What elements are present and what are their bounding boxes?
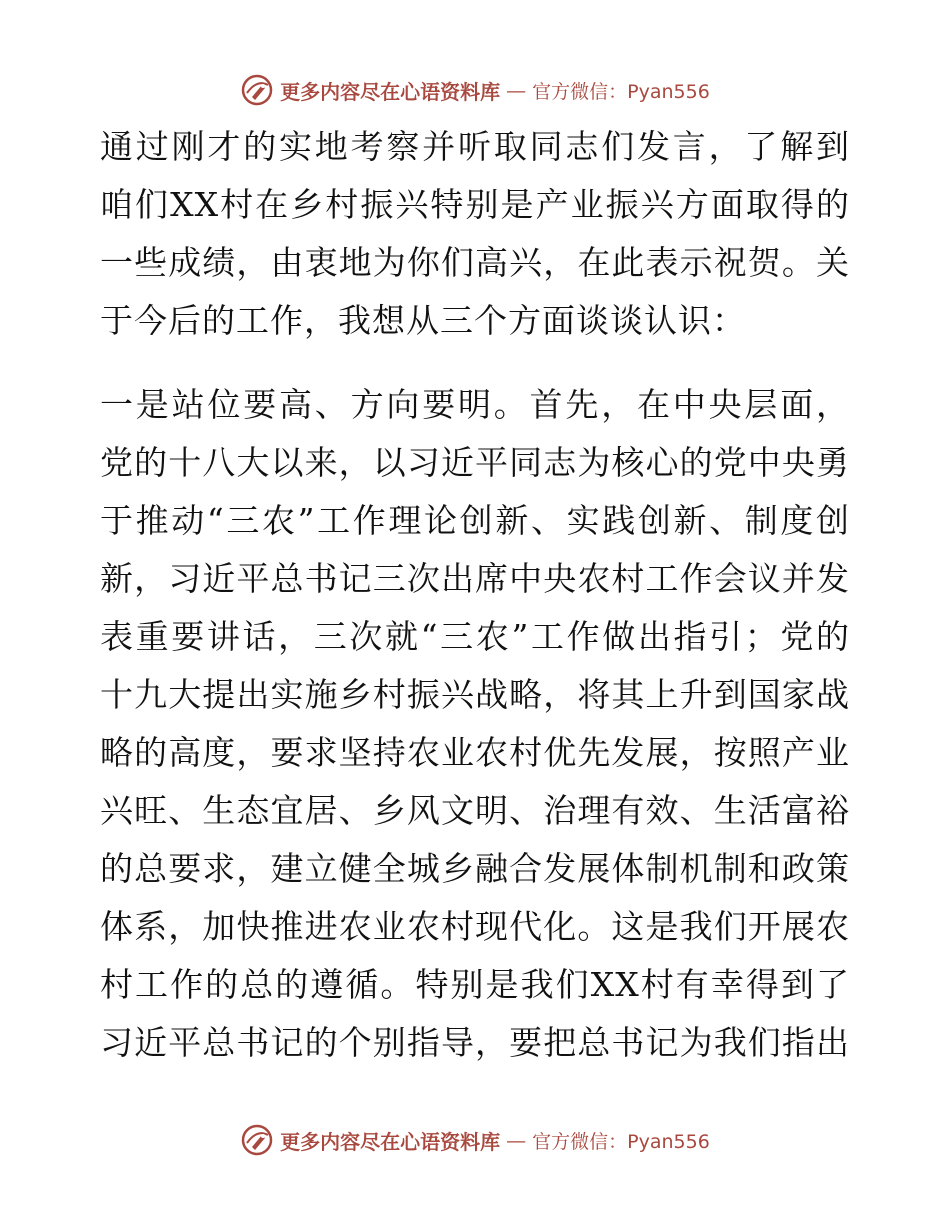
header-watermark [0, 68, 950, 112]
text-line: 咱们XX村在乡村振兴特别是产业振兴方面取得的 [100, 185, 850, 224]
text-line: 体系，加快推进农业农村现代化。这是我们开展农 [100, 907, 850, 946]
text-line: 一些成绩，由衷地为你们高兴，在此表示祝贺。关 [100, 243, 850, 282]
text-line: 的总要求，建立健全城乡融合发展体制机制和政策 [100, 849, 850, 888]
text-line: 党的十八大以来，以习近平同志为核心的党中央勇 [100, 443, 850, 482]
text-line: 兴旺、生态宜居、乡风文明、治理有效、生活富裕 [100, 791, 850, 830]
footer-watermark [0, 1118, 950, 1162]
text-line: 习近平总书记的个别指导，要把总书记为我们指出 [100, 1023, 850, 1062]
pen-nib-logo-icon [240, 1123, 274, 1157]
watermark-separator: — [506, 78, 527, 102]
text-line: 于推动“三农”工作理论创新、实践创新、制度创 [100, 501, 850, 540]
text-line: 于今后的工作，我想从三个方面谈谈认识： [100, 301, 746, 340]
watermark-wechat-text: 官方微信：Pyan556 [532, 1130, 710, 1153]
text-line: 表重要讲话，三次就“三农”工作做出指引；党的 [100, 617, 850, 656]
pen-nib-logo-icon [240, 73, 274, 107]
text-line: 新，习近平总书记三次出席中央农村工作会议并发 [100, 559, 850, 598]
text-line: 通过刚才的实地考察并听取同志们发言，了解到 [100, 127, 850, 166]
paragraph-first-point [100, 376, 850, 1072]
watermark-separator: — [506, 1128, 527, 1152]
watermark-main-text: 更多内容尽在心语资料库 [280, 1129, 501, 1154]
paragraph-intro [100, 118, 850, 350]
watermark-main-text: 更多内容尽在心语资料库 [280, 79, 501, 104]
watermark-wechat-text: 官方微信：Pyan556 [532, 80, 710, 103]
text-line: 十九大提出实施乡村振兴战略，将其上升到国家战 [100, 675, 850, 714]
text-line: 一是站位要高、方向要明。首先，在中央层面， [100, 385, 850, 424]
document-body [100, 118, 850, 1072]
text-line: 略的高度，要求坚持农业农村优先发展，按照产业 [100, 733, 850, 772]
text-line: 村工作的总的遵循。特别是我们XX村有幸得到了 [100, 965, 850, 1004]
